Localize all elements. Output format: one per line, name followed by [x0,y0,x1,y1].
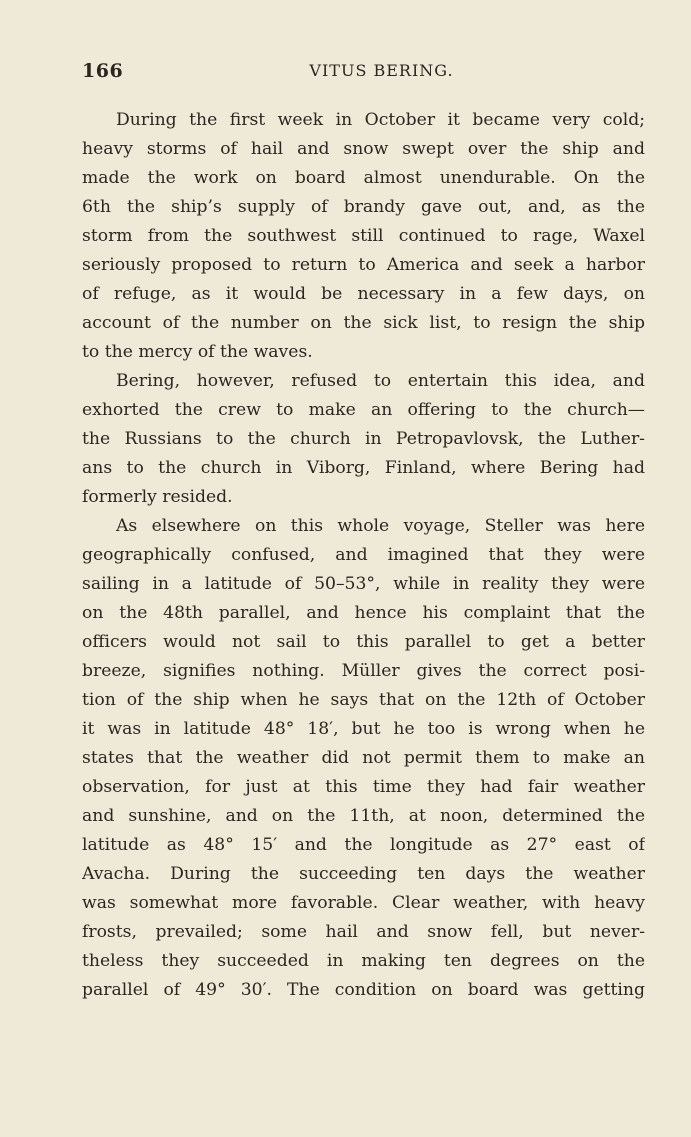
text-line: sailing in a latitude of 50–53°, while in reality they were [82,574,645,594]
text-line: During the first week in October it became very cold; [116,110,645,130]
text-line: on the 48th parallel, and hence his complaint that the [82,603,645,623]
text-line: frosts, prevailed; some hail and snow fell, but never- [82,922,645,942]
text-line: formerly resided. [82,487,233,507]
body-text [82,106,645,1005]
text-line: theless they succeeded in making ten degrees on the [82,951,645,971]
text-line: to the mercy of the waves. [82,342,313,362]
text-line: officers would not sail to this parallel to get a better [82,632,645,652]
text-line: storm from the southwest still continued to rage, Waxel [82,226,645,246]
text-line: Bering, however, refused to entertain this idea, and [116,371,645,391]
text-line: parallel of 49° 30′. The condition on board was getting [82,980,645,1000]
page-number: 166 [82,60,124,82]
text-line: breeze, signifies nothing. Müller gives the correct posi- [82,661,645,681]
text-line: account of the number on the sick list, to resign the ship [82,313,645,333]
text-line: As elsewhere on this whole voyage, Steller was here [116,516,645,536]
running-title: VITUS BERING. [309,61,454,80]
text-line: seriously proposed to return to America and seek a harbor [82,255,645,275]
text-line: ans to the church in Viborg, Finland, where Bering had [82,458,645,478]
text-line: made the work on board almost unendurable. On the [82,168,645,188]
text-line: observation, for just at this time they had fair weather [82,777,645,797]
text-line: of refuge, as it would be necessary in a few days, on [82,284,645,304]
running-head [82,60,645,84]
text-line: was somewhat more favorable. Clear weather, with heavy [82,893,645,913]
text-line: tion of the ship when he says that on the 12th of October [82,690,645,710]
text-line: Avacha. During the succeeding ten days the weather [82,864,645,884]
text-line: exhorted the crew to make an offering to the church— [82,400,645,420]
text-line: and sunshine, and on the 11th, at noon, determined the [82,806,645,826]
text-line: the Russians to the church in Petropavlovsk, the Luther- [82,429,645,449]
text-line: it was in latitude 48° 18′, but he too is wrong when he [82,719,645,739]
text-line: 6th the ship’s supply of brandy gave out, and, as the [82,197,645,217]
text-line: states that the weather did not permit them to make an [82,748,645,768]
text-line: latitude as 48° 15′ and the longitude as 27° east of [82,835,645,855]
text-line: geographically confused, and imagined that they were [82,545,645,565]
text-line: heavy storms of hail and snow swept over the ship and [82,139,645,159]
